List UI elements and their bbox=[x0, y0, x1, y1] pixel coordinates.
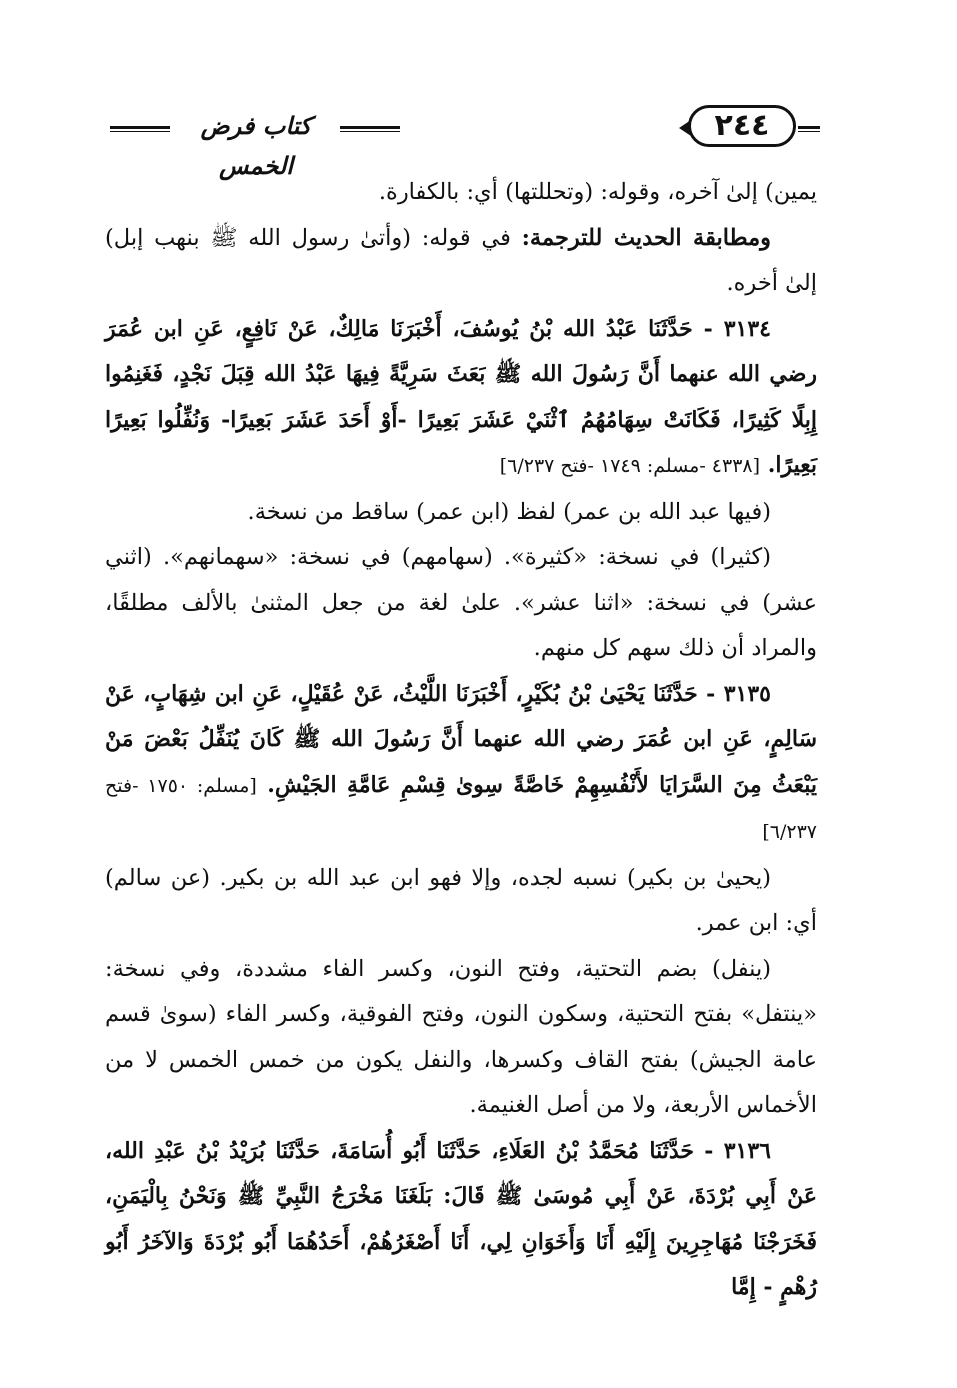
hadith-reference: [٤٣٣٨ -مسلم: ١٧٤٩ -فتح ٦/٢٣٧] bbox=[499, 455, 761, 477]
page-number: ٢٤٤ bbox=[688, 105, 796, 147]
paragraph-text: في قوله: (وأتىٰ رسول الله ﷺ بنهب إبل) إلىٰ أخره. bbox=[105, 224, 817, 296]
paragraph-text: (يحيىٰ بن بكير) نسبه لجده، وإلا فهو ابن عبد الله بن بكير. (عن سالم) أي: ابن عمر. bbox=[105, 864, 817, 936]
commentary-paragraph bbox=[105, 535, 817, 672]
running-title: كتاب فرض الخمس bbox=[200, 112, 312, 180]
paragraph-text: (ينفل) بضم التحتية، وفتح النون، وكسر الفاء مشددة، وفي نسخة: «ينتفل» بفتح التحتية، وسكون النون، وفتح الفوقية، وكسر الفاء (سوىٰ قسم عامة الجيش) بفتح القاف وكسرها، والنفل يكون من خمس الخمس لا من الأخماس الأربعة، ولا من أصل الغنيمة. bbox=[105, 955, 817, 1118]
header-rule bbox=[798, 126, 820, 132]
hadith-3134 bbox=[105, 307, 817, 490]
hadith-text: ٣١٣٤ - حَدَّثَنَا عَبْدُ الله بْنُ يُوسُفَ، أَخْبَرَنَا مَالِكٌ، عَنْ نَافِعٍ، عَنِ ابن عُمَرَ رضي الله عنهما أَنَّ رَسُولَ الله ﷺ بَعَثَ سَرِيَّةً فِيهَا عَبْدُ الله قِبَلَ نَجْدٍ، فَغَنِمُوا إِبِلًا كَثِيرًا، فَكَانَتْ سِهَامُهُمُ ٱثْنَيْ عَشَرَ بَعِيرًا -أَوْ أَحَدَ عَشَرَ بَعِيرًا- وَنُفِّلُوا بَعِيرًا بَعِيرًا. bbox=[105, 315, 817, 478]
commentary-paragraph bbox=[105, 216, 817, 307]
page-body bbox=[105, 170, 817, 1311]
paragraph-lead: ومطابقة الحديث للترجمة: bbox=[521, 224, 771, 251]
hadith-text: ٣١٣٥ - حَدَّثَنَا يَحْيَىٰ بْنُ بُكَيْرٍ، أَخْبَرَنَا اللَّيْثُ، عَنْ عُقَيْلٍ، عَنِ ابن شِهَابٍ، عَنْ سَالِمٍ، عَنِ ابن عُمَرَ رضي الله عنهما أَنَّ رَسُولَ الله ﷺ كَانَ يُنَفِّلُ بَعْضَ مَنْ يَبْعَثُ مِنَ السَّرَايَا لأَنْفُسِهِمْ خَاصَّةً سِوىٰ قِسْمِ عَامَّةِ الجَيْشِ. bbox=[105, 680, 817, 798]
paragraph-text: (فيها عبد الله بن عمر) لفظ (ابن عمر) ساقط من نسخة. bbox=[247, 498, 771, 525]
hadith-text: ٣١٣٦ - حَدَّثَنَا مُحَمَّدُ بْنُ العَلَاءِ، حَدَّثَنَا أَبُو أُسَامَةَ، حَدَّثَنَا بُرَيْدُ بْنُ عَبْدِ الله، عَنْ أَبِي بُرْدَةَ، عَنْ أَبِي مُوسَىٰ ﷺ قَالَ: بَلَغَنَا مَخْرَجُ النَّبِيِّ ﷺ وَنَحْنُ بِالْيَمَنِ، فَخَرَجْنَا مُهَاجِرِينَ إِلَيْهِ أَنَا وَأَخَوَانِ لِي، أَنَا أَصْغَرُهُمْ، أَحَدُهُمَا أَبُو بُرْدَةَ وَالآخَرُ أَبُو رُهْمٍ - إِمَّا bbox=[105, 1137, 817, 1300]
header-rule bbox=[110, 126, 170, 132]
page-header bbox=[110, 96, 820, 180]
commentary-paragraph bbox=[105, 947, 817, 1129]
hadith-3136 bbox=[105, 1129, 817, 1311]
commentary-paragraph bbox=[105, 170, 817, 216]
commentary-paragraph bbox=[105, 856, 817, 947]
paragraph-text: يمين) إلىٰ آخره، وقوله: (وتحللتها) أي: بالكفارة. bbox=[378, 179, 817, 205]
commentary-paragraph bbox=[105, 490, 817, 536]
hadith-3135 bbox=[105, 672, 817, 856]
hadith-reference: [مسلم: ١٧٥٠ -فتح ٦/٢٣٧] bbox=[105, 774, 817, 843]
header-rule bbox=[340, 126, 400, 132]
paragraph-text: (كثيرا) في نسخة: «كثيرة». (سهامهم) في نسخة: «سهمانهم». (اثني عشر) في نسخة: «اثنا عشر». علىٰ لغة من جعل المثنىٰ بالألف مطلقًا، والمراد أن ذلك سهم كل منهم. bbox=[105, 544, 817, 661]
